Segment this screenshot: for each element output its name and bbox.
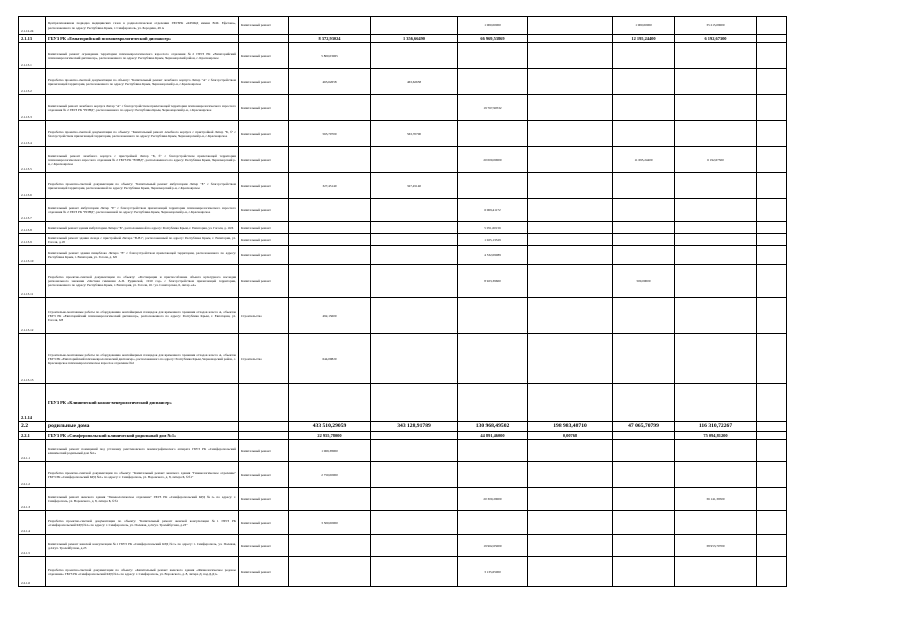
row-description: Разработка проектно-сметной документации по объекту: «Реставрация и приспособление объекта культурного наследия регионального значения «Частная гимназия А.П. Рудинской, 1910 год» с благоустройством прилегающей территории, расположенного по адресу: Республика Крым, г. Евпатория, ул. Гоголя, 16 / ул. Санаторская, 6, литер «А» xyxy=(46,265,239,298)
row-number: 2.1.13.5 xyxy=(19,147,46,173)
value-col-1: 1 069,38000 xyxy=(289,440,371,462)
value-col-5 xyxy=(613,246,675,265)
table-row xyxy=(19,462,787,488)
value-col-1: 492,15600 xyxy=(289,298,371,334)
row-description: Строительно-монтажные работы по оборудованию контейнерных площадок для временного хранения отходов класса А, объектов ГБУЗ РК «Евпаторийский психоневрологический диспансер», расположенного по адресу: Республика Крым, г. Евпатория, ул. Гоголя, 6/8 xyxy=(46,298,239,334)
empty-cell xyxy=(757,535,787,557)
value-col-2 xyxy=(371,298,458,334)
value-col-2 xyxy=(371,432,458,440)
row-number: 2.1.13.12 xyxy=(19,298,46,334)
value-col-6 xyxy=(675,199,757,222)
empty-cell xyxy=(757,488,787,511)
value-col-3 xyxy=(458,462,528,488)
value-col-1: 5 800,03065 xyxy=(289,43,371,69)
value-col-5 xyxy=(613,511,675,535)
value-col-4 xyxy=(528,17,613,35)
row-number: 2.2.1.6 xyxy=(19,557,46,587)
work-type xyxy=(239,35,289,43)
value-col-4 xyxy=(528,121,613,147)
empty-cell xyxy=(757,265,787,298)
work-type xyxy=(239,422,289,432)
value-col-2 xyxy=(371,246,458,265)
table-row xyxy=(19,511,787,535)
empty-cell xyxy=(757,246,787,265)
table-row xyxy=(19,69,787,95)
value-col-2 xyxy=(371,17,458,35)
row-number: 2.1.13.7 xyxy=(19,199,46,222)
row-number: 2.1.13.2 xyxy=(19,69,46,95)
value-col-3 xyxy=(458,384,528,422)
work-type: Капитальный ремонт xyxy=(239,147,289,173)
value-col-4 xyxy=(528,334,613,384)
row-number: 2.2.1.5 xyxy=(19,535,46,557)
value-col-6 xyxy=(675,173,757,199)
budget-table-sheet xyxy=(18,16,786,587)
value-col-4 xyxy=(528,234,613,246)
value-col-1 xyxy=(289,222,371,234)
value-col-1 xyxy=(289,535,371,557)
value-col-4 xyxy=(528,199,613,222)
value-col-2 xyxy=(371,95,458,121)
value-col-6: 38 953,70700 xyxy=(675,535,757,557)
value-col-6 xyxy=(675,222,757,234)
work-type xyxy=(239,432,289,440)
value-col-4 xyxy=(528,488,613,511)
value-col-1: 433 510,29059 xyxy=(289,422,371,432)
row-number: 2.1.12.24 xyxy=(19,17,46,35)
row-description: Разработка проектно-сметной документации по объекту: "Капитальный ремонт амбулатории Литер "Е" с благоустройством прилегающей территории, расположенной по адресу: Республика Крым, Черноморский р-н, с.Красноярское xyxy=(46,173,239,199)
value-col-5: 11 695,24400 xyxy=(613,147,675,173)
value-col-6: 75 094,81200 xyxy=(675,432,757,440)
value-col-1: 3 500,00000 xyxy=(289,511,371,535)
work-type: Капитальный ремонт xyxy=(239,199,289,222)
work-type: Капитальный ремонт xyxy=(239,511,289,535)
row-number: 2.1.13.1 xyxy=(19,43,46,69)
value-col-3: 3 135,65000 xyxy=(458,557,528,587)
value-col-5 xyxy=(613,298,675,334)
empty-cell xyxy=(757,334,787,384)
value-col-4: 198 983,48710 xyxy=(528,422,613,432)
table-row xyxy=(19,173,787,199)
value-col-6 xyxy=(675,440,757,462)
row-description: Разработка проектно-сметной документации по объекту: "Капитальный ремонт лечебного корпуса с пристройкой Литер "Б, б" с благоустройством прилегающей территории, расположенного по адресу: Республика Крым, Черноморский р-н, с.Красноярское xyxy=(46,121,239,147)
table-row xyxy=(19,222,787,234)
empty-cell xyxy=(757,422,787,432)
work-type: Строительство xyxy=(239,298,289,334)
value-col-5: 1 000,00000 xyxy=(613,17,675,35)
value-col-6 xyxy=(675,462,757,488)
table-row xyxy=(19,334,787,384)
value-col-6 xyxy=(675,334,757,384)
value-col-2 xyxy=(371,462,458,488)
value-col-5 xyxy=(613,173,675,199)
value-col-1 xyxy=(289,17,371,35)
work-type xyxy=(239,384,289,422)
empty-cell xyxy=(757,173,787,199)
value-col-2 xyxy=(371,440,458,462)
value-col-5 xyxy=(613,432,675,440)
row-description: Разработка проектно-сметной документации по объекту: «Капитальный ремонт женского здания «Физиологическое родовое отделение» ГБУЗ РК «Симферопольский КРД №1» по адресу: г. Симферополь, ул. Воровского, д. 8, литера Д, под.Д,Д1» xyxy=(46,557,239,587)
work-type: Капитальный ремонт xyxy=(239,246,289,265)
value-col-5 xyxy=(613,43,675,69)
value-col-2 xyxy=(371,384,458,422)
value-col-2 xyxy=(371,265,458,298)
value-col-3 xyxy=(458,511,528,535)
value-col-5 xyxy=(613,69,675,95)
table-row xyxy=(19,234,787,246)
value-col-3: 19 767,90532 xyxy=(458,95,528,121)
work-type: Строительство xyxy=(239,334,289,384)
table-row xyxy=(19,246,787,265)
value-col-3 xyxy=(458,173,528,199)
row-description: Разработка проектно-сметной документации по объекту: "Капитальный ремонт лечебного корпуса Литер "А" с благоустройством прилегающей территории, расположенного по адресу: Республика Крым, Черноморский р-н, с.Красноярское xyxy=(46,69,239,95)
work-type: Капитальный ремонт xyxy=(239,121,289,147)
work-type: Капитальный ремонт xyxy=(239,69,289,95)
value-col-4 xyxy=(528,535,613,557)
value-col-4 xyxy=(528,557,613,587)
work-type: Капитальный ремонт xyxy=(239,234,289,246)
value-col-5 xyxy=(613,199,675,222)
table-row xyxy=(19,199,787,222)
value-col-4 xyxy=(528,69,613,95)
row-number: 2.1.13.4 xyxy=(19,121,46,147)
value-col-3 xyxy=(458,334,528,384)
empty-cell xyxy=(757,511,787,535)
table-row xyxy=(19,535,787,557)
table-row xyxy=(19,488,787,511)
table-row xyxy=(19,17,787,35)
value-col-2 xyxy=(371,234,458,246)
value-col-1: 2 750,00000 xyxy=(289,462,371,488)
value-col-5: 47 065,70799 xyxy=(613,422,675,432)
value-col-2: 343 128,91789 xyxy=(371,422,458,432)
value-col-1 xyxy=(289,488,371,511)
empty-cell xyxy=(757,199,787,222)
value-col-6 xyxy=(675,246,757,265)
value-col-2: 327,45140 xyxy=(371,173,458,199)
empty-cell xyxy=(757,69,787,95)
value-col-4 xyxy=(528,384,613,422)
empty-cell xyxy=(757,384,787,422)
value-col-3 xyxy=(458,440,528,462)
value-col-1 xyxy=(289,557,371,587)
value-col-4 xyxy=(528,222,613,234)
value-col-6 xyxy=(675,69,757,95)
value-col-3: 66 969,53869 xyxy=(458,35,528,43)
value-col-3 xyxy=(458,69,528,95)
value-col-2 xyxy=(371,535,458,557)
value-col-5 xyxy=(613,440,675,462)
value-col-2 xyxy=(371,557,458,587)
value-col-1 xyxy=(289,234,371,246)
value-col-6 xyxy=(675,43,757,69)
value-col-3: 19 962,65000 xyxy=(458,535,528,557)
work-type: Капитальный ремонт xyxy=(239,95,289,121)
value-col-5 xyxy=(613,121,675,147)
empty-cell xyxy=(757,222,787,234)
value-col-6: 35 215,09000 xyxy=(675,17,757,35)
table-row xyxy=(19,265,787,298)
value-col-1: 463,62658 xyxy=(289,69,371,95)
value-col-6 xyxy=(675,557,757,587)
value-col-4 xyxy=(528,246,613,265)
table-row xyxy=(19,121,787,147)
value-col-5 xyxy=(613,222,675,234)
value-col-3: 4 532,09089 xyxy=(458,246,528,265)
value-col-1 xyxy=(289,199,371,222)
value-col-4 xyxy=(528,511,613,535)
value-col-2 xyxy=(371,147,458,173)
value-col-1 xyxy=(289,95,371,121)
row-description: Централизованная подводка медицинских газов в радиологическом отделении ГБУЗРК «КРОКД имени В.М. Ефетова», расположенного по адресу: Республика Крым, г. Симферополь, ул. Бородина, 49 А xyxy=(46,17,239,35)
value-col-6 xyxy=(675,511,757,535)
work-type: Капитальный ремонт xyxy=(239,173,289,199)
row-description: ГБУЗ РК «Евпаторийский психоневрологический диспансер» xyxy=(46,35,239,43)
row-description: Капитальный ремонт здания склада с пристройкой Литера "В-В1", расположенный по адресу: Республика Крым, г. Евпатория, ул. Гоголя, д.18 xyxy=(46,234,239,246)
work-type: Капитальный ремонт xyxy=(239,488,289,511)
row-description: родильные дома xyxy=(46,422,239,432)
empty-cell xyxy=(757,95,787,121)
row-number: 2.1.13.8 xyxy=(19,222,46,234)
value-col-6 xyxy=(675,234,757,246)
value-col-5 xyxy=(613,234,675,246)
value-col-2 xyxy=(371,43,458,69)
value-col-1: 644,09820 xyxy=(289,334,371,384)
empty-cell xyxy=(757,234,787,246)
value-col-3 xyxy=(458,298,528,334)
value-col-3: 6 069,41172 xyxy=(458,199,528,222)
value-col-2 xyxy=(371,222,458,234)
work-type: Капитальный ремонт xyxy=(239,557,289,587)
value-col-1: 563,70700 xyxy=(289,121,371,147)
work-type: Капитальный ремонт xyxy=(239,535,289,557)
value-col-5 xyxy=(613,384,675,422)
value-col-4 xyxy=(528,95,613,121)
row-number: 2.1.13.9 xyxy=(19,234,46,246)
row-description: Капитальный ремонт здания амбулатории Литера "Б", расположенной по адресу: Республика Крым, г. Евпатория, ул. Гоголя, д. 16/6 xyxy=(46,222,239,234)
value-col-4 xyxy=(528,173,613,199)
empty-cell xyxy=(757,43,787,69)
value-col-3: 44 891,46000 xyxy=(458,432,528,440)
value-col-6 xyxy=(675,298,757,334)
work-type: Капитальный ремонт xyxy=(239,265,289,298)
value-col-3 xyxy=(458,43,528,69)
row-description: Строительно-монтажные работы по оборудованию контейнерных площадок для временного хранения отходов класса А, объектов ГБУЗ РК «Евпаторийский психоневрологический диспансер», расположенного по адресу: Республика Крым, Черноморский район, с. Красноярское психоневрологическое взрослое отделение №2 xyxy=(46,334,239,384)
value-col-1 xyxy=(289,246,371,265)
row-number: 2.2.1.2 xyxy=(19,462,46,488)
table-row xyxy=(19,557,787,587)
value-col-6 xyxy=(675,265,757,298)
section-row xyxy=(19,384,787,422)
value-col-3: 130 968,49502 xyxy=(458,422,528,432)
row-description: Разработка проектно-сметной документации по объекту: "Капитальный ремонт женского здания "Гинекологическое отделение" ГБУЗ РК «Симферопольский КРД №1» по адресу: г. Симферополь, ул. Воровского, д. 8, литера Б, б/б1" xyxy=(46,462,239,488)
row-description: ГБУЗ РК «Симферопольский клинический родильный дом №1» xyxy=(46,432,239,440)
row-number: 2.1.14 xyxy=(19,384,46,422)
row-description: Капитальный ремонт здания пищеблока Литера "Е" с благоустройством прилегающей территории, расположенного по адресу: Республика Крым, г. Евпатория, ул. Гоголя, д. 6/6 xyxy=(46,246,239,265)
value-col-6: 116 310,72267 xyxy=(675,422,757,432)
work-type: Капитальный ремонт xyxy=(239,43,289,69)
value-col-4 xyxy=(528,35,613,43)
value-col-4 xyxy=(528,43,613,69)
row-number: 2.1.13 xyxy=(19,35,46,43)
empty-cell xyxy=(757,432,787,440)
table-row xyxy=(19,440,787,462)
work-type: Капитальный ремонт xyxy=(239,17,289,35)
value-col-4 xyxy=(528,265,613,298)
value-col-4 xyxy=(528,462,613,488)
table-row xyxy=(19,95,787,121)
value-col-5 xyxy=(613,334,675,384)
work-type: Капитальный ремонт xyxy=(239,440,289,462)
row-description: Капитальный ремонт амбулатории Литер "Е" с благоустройством прилегающей территории психоневрологического взрослого отделения № 2 ГБУЗ РК "ЕПНД", расположенной по адресу: Республика Крым, Черноморский р-н, с.Красноярское xyxy=(46,199,239,222)
section-row xyxy=(19,422,787,432)
value-col-2 xyxy=(371,488,458,511)
empty-cell xyxy=(757,557,787,587)
value-col-2: 563,70700 xyxy=(371,121,458,147)
row-description: Разработка проектно-сметной документации по объекту: "Капитальный ремонт женской консультации №1 ГБУЗ РК «Симферопольский КРД №1» по адресу: г. Симферополь, ул. Полевая, д.24/ул. Тролейбусная, д.23" xyxy=(46,511,239,535)
value-col-5: 12 195,24400 xyxy=(613,35,675,43)
section-row xyxy=(19,35,787,43)
value-col-6 xyxy=(675,121,757,147)
value-col-1 xyxy=(289,265,371,298)
row-description: Капитальный ремонт помещений под установку рентгеновского маммографического аппарата ГБУЗ РК «Симферопольский клинический родильный дом №1» xyxy=(46,440,239,462)
value-col-2 xyxy=(371,199,458,222)
row-number: 2.1.13.11 xyxy=(19,265,46,298)
section-row xyxy=(19,432,787,440)
value-col-6 xyxy=(675,95,757,121)
row-number: 2.1.13.3 xyxy=(19,95,46,121)
value-col-3: 1 025,13329 xyxy=(458,234,528,246)
value-col-1: 8 372,93024 xyxy=(289,35,371,43)
value-col-1: 22 955,78000 xyxy=(289,432,371,440)
row-number: 2.1.13.6 xyxy=(19,173,46,199)
value-col-6: 36 141,39500 xyxy=(675,488,757,511)
value-col-6 xyxy=(675,384,757,422)
table-row xyxy=(19,298,787,334)
empty-cell xyxy=(757,35,787,43)
row-number: 2.2 xyxy=(19,422,46,432)
table-row xyxy=(19,43,787,69)
value-col-3: 5 051,60156 xyxy=(458,222,528,234)
value-col-4: 0,00768 xyxy=(528,432,613,440)
value-col-3: 1 000,00000 xyxy=(458,17,528,35)
value-col-2: 1 356,66490 xyxy=(371,35,458,43)
value-col-1 xyxy=(289,147,371,173)
value-col-2 xyxy=(371,511,458,535)
value-col-5 xyxy=(613,535,675,557)
value-col-5 xyxy=(613,557,675,587)
row-number: 2.2.1.4 xyxy=(19,511,46,535)
value-col-1: 327,45140 xyxy=(289,173,371,199)
value-col-3: 20 300,29000 xyxy=(458,488,528,511)
value-col-6: 6 192,67300 xyxy=(675,147,757,173)
empty-cell xyxy=(757,121,787,147)
value-col-5 xyxy=(613,462,675,488)
row-description: Капитальный ремонт женского здания "Гинекологическое отделение" ГБУЗ РК «Симферопольский КРД №1» по адресу: г. Симферополь, ул. Воровского, д. 8, литера Б, б/б1 xyxy=(46,488,239,511)
empty-cell xyxy=(757,298,787,334)
row-description: ГБУЗ РК «Клинический кожно-венерологический диспансер» xyxy=(46,384,239,422)
row-description: Капитальный ремонт женской консультации №1 ГБУЗ РК «Симферопольский КРД №1» по адресу: г. Симферополь, ул. Полевая, д.24/ул. Тролейбусная, д.23 xyxy=(46,535,239,557)
value-col-2 xyxy=(371,334,458,384)
value-col-4 xyxy=(528,298,613,334)
table-row xyxy=(19,147,787,173)
value-col-1 xyxy=(289,384,371,422)
value-col-3: 20 000,00000 xyxy=(458,147,528,173)
empty-cell xyxy=(757,462,787,488)
row-number: 2.1.13.13 xyxy=(19,334,46,384)
value-col-5: 500,00000 xyxy=(613,265,675,298)
work-type: Капитальный ремонт xyxy=(239,462,289,488)
row-number: 2.2.1.3 xyxy=(19,488,46,511)
empty-cell xyxy=(757,17,787,35)
value-col-5 xyxy=(613,488,675,511)
row-description: Капитальный ремонт ограждение территории психоневрологического взрослого отделения №2 ГБУЗ РК «Евпаторийский психоневрологический диспансер», расположенного по адресу: Республика Крым, Черноморский район, с. Красноярское xyxy=(46,43,239,69)
row-number: 2.2.1 xyxy=(19,432,46,440)
value-col-2: 463,62658 xyxy=(371,69,458,95)
row-number: 2.1.13.10 xyxy=(19,246,46,265)
empty-cell xyxy=(757,147,787,173)
budget-table xyxy=(18,16,787,587)
row-description: Капитальный ремонт лечебного корпуса с пристройкой Литер "Б, б" с благоустройством прилегающей территории психоневрологического взрослого отделения № 2 ГБУЗ РК "ЕПНД", расположенного по адресу: Республика Крым, Черноморский р-н, с.Красноярское xyxy=(46,147,239,173)
row-number: 2.2.1.1 xyxy=(19,440,46,462)
empty-cell xyxy=(757,440,787,462)
value-col-3: 8 923,39600 xyxy=(458,265,528,298)
value-col-5 xyxy=(613,95,675,121)
work-type: Капитальный ремонт xyxy=(239,222,289,234)
value-col-3 xyxy=(458,121,528,147)
row-description: Капитальный ремонт лечебного корпуса Литер "А" с благоустройством прилегающей территории психоневрологического взрослого отделения № 2 ГБУЗ РК "ЕПНД", расположенного по адресу: Республика Крым, Черноморский р-н, с.Красноярское xyxy=(46,95,239,121)
value-col-6: 6 192,67300 xyxy=(675,35,757,43)
value-col-4 xyxy=(528,440,613,462)
value-col-4 xyxy=(528,147,613,173)
